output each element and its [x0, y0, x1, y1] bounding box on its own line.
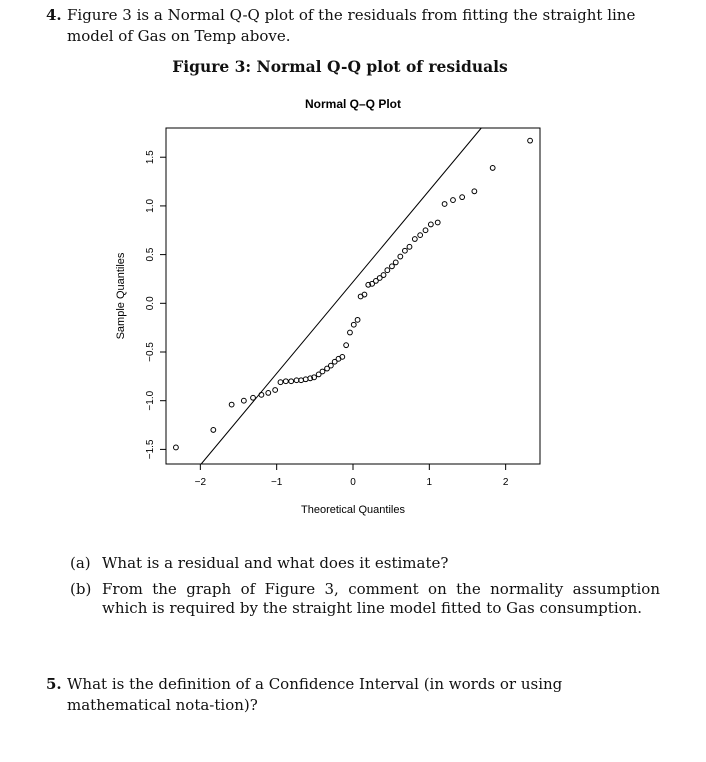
x-tick-label: 0 — [350, 477, 356, 488]
y-tick-label: 1.0 — [145, 198, 156, 213]
data-point — [451, 198, 456, 203]
reference-line — [201, 128, 481, 464]
data-point — [351, 322, 356, 327]
question-4 — [46, 5, 666, 47]
data-point — [423, 228, 428, 233]
data-point — [398, 254, 403, 259]
data-point — [393, 260, 398, 265]
data-point — [320, 369, 325, 374]
data-point — [390, 264, 395, 269]
y-tick-label: 0.0 — [145, 296, 156, 311]
data-point — [174, 445, 179, 450]
y-axis — [145, 150, 166, 459]
data-point — [528, 138, 533, 143]
data-point — [289, 379, 294, 384]
data-point — [229, 402, 234, 407]
question-4-text: Figure 3 is a Normal Q-Q plot of the residuals from fitting the straight line model of Gas on Temp above. — [67, 6, 636, 45]
question-5-number: 5. — [46, 675, 62, 693]
plot-title: Normal Q–Q Plot — [304, 97, 402, 111]
data-point — [435, 220, 440, 225]
data-point — [428, 222, 433, 227]
data-point — [412, 237, 417, 242]
question-5 — [46, 674, 654, 716]
data-point — [259, 392, 264, 397]
x-tick-label: −2 — [194, 477, 207, 488]
y-tick-label: −1.0 — [145, 390, 156, 411]
data-point — [490, 166, 495, 171]
question-5-text: What is the definition of a Confidence Interval (in words or using mathematical nota-tion)? — [67, 675, 563, 714]
data-point — [403, 248, 408, 253]
data-point — [355, 317, 360, 322]
data-point — [385, 268, 390, 273]
data-point — [283, 379, 288, 384]
data-point — [278, 380, 283, 385]
y-axis-label: Sample Quantiles — [115, 252, 127, 340]
data-point — [328, 363, 333, 368]
data-point — [266, 391, 271, 396]
qq-plot — [100, 90, 600, 530]
data-points — [174, 138, 533, 450]
data-point — [472, 189, 477, 194]
y-tick-label: 1.5 — [145, 150, 156, 165]
y-tick-label: 0.5 — [145, 247, 156, 262]
data-point — [381, 273, 386, 278]
data-point — [418, 233, 423, 238]
subquestion-a — [70, 554, 660, 573]
plot-frame — [166, 128, 540, 464]
data-point — [407, 244, 412, 249]
x-tick-label: 1 — [426, 477, 433, 488]
subquestion-a-text: What is a residual and what does it estimate? — [102, 554, 449, 572]
x-tick-label: 2 — [502, 477, 509, 488]
data-point — [442, 202, 447, 207]
data-point — [344, 343, 349, 348]
data-point — [211, 428, 216, 433]
subquestion-b-label: (b) — [70, 580, 92, 598]
subquestion-b-text: From the graph of Figure 3, comment on the normality assumption which is required by the straight line model fitted to Gas consumption. — [102, 580, 660, 617]
x-tick-label: −1 — [270, 477, 283, 488]
question-4-number: 4. — [46, 6, 62, 24]
data-point — [460, 195, 465, 200]
subquestion-a-label: (a) — [70, 554, 91, 572]
data-point — [348, 330, 353, 335]
data-point — [241, 398, 246, 403]
data-point — [251, 395, 256, 400]
x-axis — [195, 464, 509, 488]
data-point — [303, 377, 308, 382]
y-tick-label: −0.5 — [145, 342, 156, 362]
figure-caption: Figure 3: Normal Q-Q plot of residuals — [172, 57, 508, 76]
x-axis-label: Theoretical Quantiles — [301, 504, 405, 516]
subquestion-b — [70, 580, 660, 618]
y-tick-label: −1.5 — [145, 439, 156, 460]
data-point — [273, 388, 278, 393]
